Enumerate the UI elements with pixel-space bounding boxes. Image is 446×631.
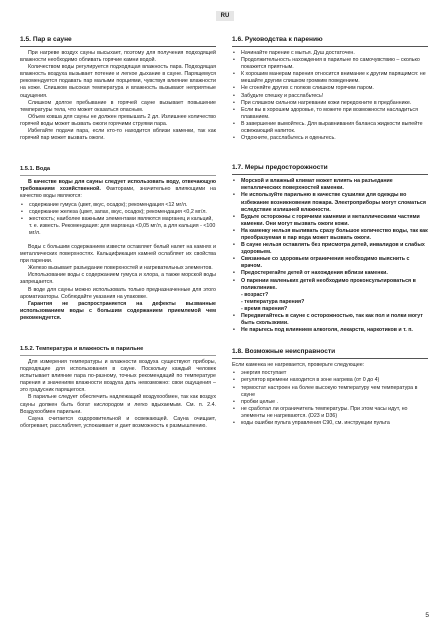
s151-intro-bold: В качестве воды для сауны следует использовать воду, отвечающую требованиям хозяйственной. xyxy=(20,179,216,193)
s152-paragraph: Для измерения температуры и влажности воздуха существуют приборы, подходящие для использования в сауне. Поскольку каждый человек испытывает влияние пара по-разному, точных рекомендаций по температуре парения и значениям влажности воздуха дать невозможно: свои ощущения – это градусник парящегося. xyxy=(20,359,216,394)
s18-intro: Если каменка не нагревается, проверьте следующее: xyxy=(232,362,365,369)
list-item: • Морской и влажный климат может влиять на разъедание металлических поверхностей каменки. xyxy=(232,178,428,192)
s152-paragraph: Сауна считается оздоровительной и освежающей. Сауна очищает, обогревает, расслабляет, успокаивает и дает возможность к размышлению. xyxy=(20,415,216,429)
list-item: • Не используйте парильню в качестве сушилки для одежды во избежание возникновения пожара. Электроприборы могут сломаться вследствие излишней влажности. xyxy=(232,192,428,213)
list-item: • не сработал ли ограничитель температуры. При этом часы идут, но элементы не нагреваются. (D23 и D36) xyxy=(232,406,428,420)
section-1-8-title: 1.8. Возможные неисправности xyxy=(232,348,428,359)
list-item: • На каменку нельзя выливать сразу большое количество воды, так как преобразуемая в пар вода может вызвать ожоги. xyxy=(232,228,428,242)
list-item: • коды ошибки пульта управления С90, см. инструкции пульта xyxy=(232,420,428,427)
s152-paragraph: В парильне следует обеспечить надлежащий воздухообмен, так как воздух сауны должен быть богат кислородом и легко вдыхаемым. См. п. 2.4. Воздухообмен парильни. xyxy=(20,394,216,415)
water-factors-list xyxy=(20,202,216,237)
s151-paragraph: Использование воды с содержанием гумуса и хлора, а также морской воды запрещается. xyxy=(20,272,216,286)
list-item: • Передвигайтесь в сауне с осторожностью, так как пол и полки могут быть скользкими. xyxy=(232,313,428,327)
list-item: • Связанные со здоровьем ограничения необходимо выяснить с врачом. xyxy=(232,256,428,270)
list-item: • Начинайте парение с мытья. Душ достаточен. xyxy=(232,50,428,57)
safety-list xyxy=(232,178,428,334)
section-1-7-title: 1.7. Меры предосторожности xyxy=(232,164,428,175)
section-1-6-title: 1.6. Руководства к парению xyxy=(232,36,428,47)
section-1-5-title: 1.5. Пар в сауне xyxy=(20,36,216,47)
s151-warranty-note: Гарантия не распространяется на дефекты вызванные использованием воды с большим содержанием приемлемой чем рекомендуется. xyxy=(20,300,216,321)
s15-paragraph: При нагреве воздух сауны высыхает, поэтому для получения подходящей влажности необходимо обливать горячие камни водой. xyxy=(20,50,216,64)
list-item: • Предостерегайте детей от нахождения вблизи каменки. xyxy=(232,270,428,277)
list-item: • В сауне нельзя оставлять без присмотра детей, инвалидов и слабых здоровьем. xyxy=(232,242,428,256)
right-column xyxy=(232,36,428,429)
list-item: • термостат настроен на более высокую температуру чем температура в сауне xyxy=(232,385,428,399)
s151-paragraph: Воды с большим содержанием извести оставляет белый налет на камнях и металлических поверхностях. Кальцификация камней ослабляет их свойства при парении. xyxy=(20,243,216,265)
list-item: • пробки целые . xyxy=(232,399,428,406)
list-item: • Отдохните, расслабьтесь и оденьтесь. xyxy=(232,135,428,142)
list-item: • При слишком сильном нагревании кожи передохните в предбаннике. xyxy=(232,100,428,107)
s15-paragraph: Объем ковша для сауны не должен превышать 2 дл. Излишнее количество горячей воды может вызвать ожоги горячими струями пара. xyxy=(20,113,216,127)
list-item: • Не сгоняйте других с полков слишком горячим паром. xyxy=(232,85,428,92)
s15-paragraph: Слишком долгое пребывание в горячей сауне вызывает повышение температуры тела, что может оказаться опасным. xyxy=(20,99,216,113)
list-item: • Продолжительность нахождения в парильне по самочувствию – сколько покажется приятным. xyxy=(232,57,428,71)
section-1-5-2-title: 1.5.2. Температура и влажность в парильне xyxy=(20,346,216,356)
list-item: • Не парьтесь под влиянием алкоголя, лекарств, наркотиков и т. п. xyxy=(232,327,428,334)
language-badge: RU xyxy=(216,11,234,21)
list-item: • регулятор времени находится в зоне нагрева (от 0 до 4) xyxy=(232,377,428,384)
list-item: • Если вы в хорошем здоровье, то можете при возможности насладиться плаванием. xyxy=(232,107,428,121)
s151-paragraph: Железо вызывает разъедание поверхностей и нагревательных элементов. xyxy=(28,265,213,272)
list-item: • В завершение вымойтесь. Для выравнивания баланса жидкости выпейте освежающий напиток. xyxy=(232,121,428,135)
list-item: • Будьте осторожны с горячими камнями и металлическими частями каменки. Они могут вызвать ожоги кожи. xyxy=(232,214,428,228)
s151-intro-rest: Факторами, значительно влияющими на качество воды являются: xyxy=(20,186,216,200)
list-item: • О парении маленьких детей необходимо проконсультироваться в поликлинике. - возраст? - температура парения? - время парения? xyxy=(232,278,428,313)
s15-paragraph: Количеством воды регулируется подходящая влажность пара. Подходящая влажность воздуха вызывает потение и легкое дыхание в сауне. Парящемуся рекомендуется подавать пар малыми порциями, чувствуя влияние влажности на коже. Слишком высокая температура и влажность вызывают неприятные ощущения. xyxy=(20,64,216,99)
s151-paragraph: В воде для сауны можно использовать только предназначенные для этого ароматизаторы. Соблюдайте указания на упаковке. xyxy=(20,286,216,300)
list-item: • содержание гумуса (цвет, вкус, осадок); рекомендация <12 мг/л. xyxy=(20,202,216,209)
sauna-guidelines-list xyxy=(232,50,428,142)
page-number: 5 xyxy=(425,612,429,619)
list-item: • К хорошим манерам парения относится внимание к другим парящимся: не мешайте другим слишком громким поведением. xyxy=(232,71,428,85)
list-item: • жесткость; наиболее важными элементами являются марганец и кальций, т. е. известь. Рекомендация: для марганца <0,05 мг/л, а для кальция - <100 мг/л. xyxy=(20,216,216,237)
s151-intro xyxy=(20,179,216,200)
list-item: • содержание железа (цвет, запах, вкус, осадок); рекомендация <0,2 мг/л. xyxy=(20,209,216,216)
left-column xyxy=(20,36,216,430)
section-1-5-1-title: 1.5.1. Вода xyxy=(20,166,216,176)
s15-paragraph: Избегайте подачи пара, если кто-то находится вблизи каменки, так как горячий пар может вызвать ожоги. xyxy=(20,128,216,142)
list-item: • Забудьте спешку и расслабьтесь! xyxy=(232,93,428,100)
troubleshooting-list xyxy=(232,370,428,427)
list-item: • энергия поступает xyxy=(232,370,428,377)
